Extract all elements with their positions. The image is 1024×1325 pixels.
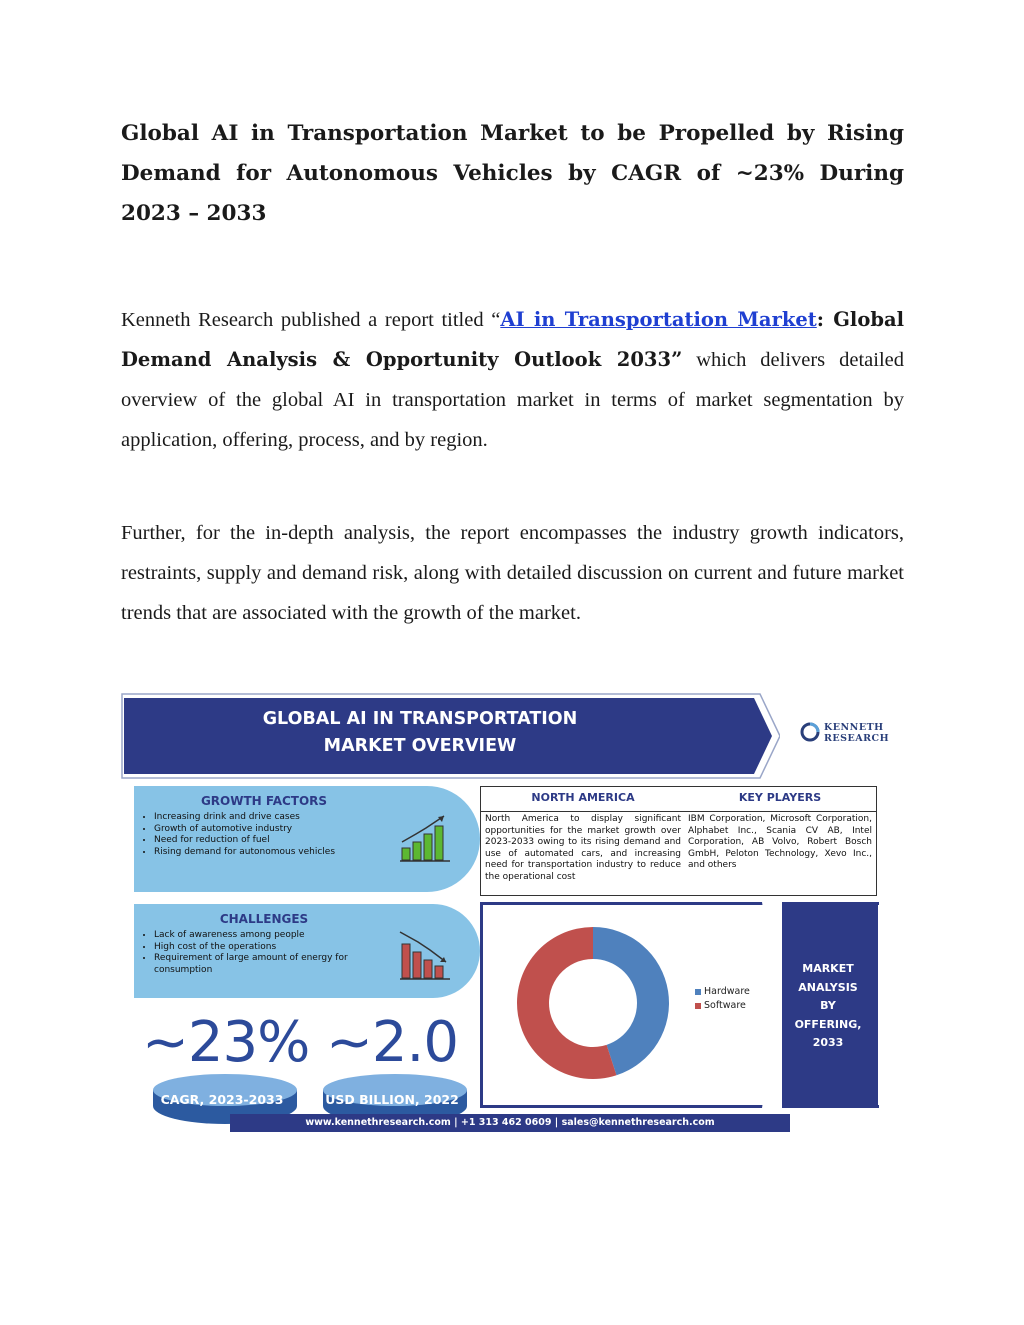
offering-line: BY: [820, 999, 836, 1012]
list-item: • Rising demand for autonomous vehicles: [154, 847, 384, 859]
offering-title: [778, 960, 878, 1053]
legend-swatch-software: [695, 1003, 701, 1009]
analysis-paragraph: Further, for the in-depth analysis, the report encompasses the industry growth indicators, restraints, supply and demand risk, along with detailed discussion on current and future market trends that are associated with the growth of the market.: [121, 522, 904, 624]
list-item: • Need for reduction of fuel: [154, 835, 384, 847]
challenges-title: CHALLENGES: [219, 912, 309, 926]
offering-line: 2033: [812, 1036, 844, 1049]
logo-line1: KENNETH: [824, 722, 884, 733]
key-players-title: KEY PLAYERS: [684, 787, 876, 812]
north-america-text: North America to display significant opportunities for the market growth over 2023-2033 owing to its rising demand and use of automated cars, and increasing need for transportation industry to reduce the operational cost: [485, 814, 681, 882]
cagr-value: ~23%: [142, 1010, 310, 1075]
page-title: Global AI in Transportation Market to be Propelled by Rising Demand for Autonomous Vehicles by CAGR of ~23% During 2023 – 2033: [121, 121, 904, 226]
cagr-label: CAGR, 2023-2033: [160, 1092, 284, 1107]
infographic: [120, 692, 888, 1132]
banner-title: [180, 706, 660, 760]
key-players-box: [684, 786, 877, 896]
legend-label-hardware: Hardware: [704, 986, 750, 997]
challenges-list: [140, 930, 384, 976]
intro-text-end: which delivers detailed overview of the global AI in transportation market in terms of market segmentation by application, offering, process, and by region.: [121, 349, 904, 451]
offering-line: ANALYSIS: [798, 980, 858, 994]
growth-bar-chart-icon: [398, 812, 454, 864]
list-item: • High cost of the operations: [154, 942, 384, 954]
legend-item-hardware: [695, 985, 750, 999]
market-size-value: ~2.0: [326, 1010, 458, 1075]
offering-callout: [778, 902, 878, 1108]
logo-icon: [800, 722, 820, 742]
north-america-box: [480, 786, 686, 896]
north-america-title: NORTH AMERICA: [481, 787, 685, 812]
report-link[interactable]: AI in Transportation Market: [500, 308, 817, 331]
growth-factors-list: [140, 812, 384, 858]
market-size-label: USD BILLION, 2022: [325, 1092, 459, 1107]
key-players-text: IBM Corporation, Microsoft Corporation, Alphabet Inc., Scania CV AB, Intel Corporation, AB Volvo, Robert Bosch GmbH, Peloton Technology, Xevo Inc., and others: [688, 814, 872, 870]
contact-footer: www.kennethresearch.com | +1 313 462 0609 | sales@kennethresearch.com: [230, 1114, 790, 1132]
cagr-stat: [142, 1010, 310, 1130]
growth-factors-panel: [134, 786, 480, 892]
offering-line: OFFERING,: [794, 1017, 862, 1031]
offering-donut-chart: [483, 905, 683, 1101]
decline-bar-chart-icon: [398, 930, 454, 982]
report-subtitle: : Global Demand Analysis & Opportunity Outlook 2033: [121, 308, 904, 371]
legend-label-software: Software: [704, 1000, 746, 1011]
chart-legend: [695, 985, 750, 1013]
list-item: • Requirement of large amount of energy for consumption: [154, 953, 384, 976]
banner-title-line1: GLOBAL AI IN TRANSPORTATION: [262, 709, 578, 729]
offering-line: MARKET: [802, 962, 854, 975]
challenges-panel: [134, 904, 480, 998]
intro-paragraph: [121, 300, 904, 460]
list-item: • Growth of automotive industry: [154, 824, 384, 836]
list-item: • Lack of awareness among people: [154, 930, 384, 942]
legend-swatch-hardware: [695, 989, 701, 995]
banner-title-line2: MARKET OVERVIEW: [323, 736, 517, 756]
legend-item-software: [695, 999, 750, 1013]
growth-factors-title: GROWTH FACTORS: [200, 794, 328, 808]
list-item: • Increasing drink and drive cases: [154, 812, 384, 824]
quote-close: ”: [671, 348, 683, 371]
market-size-stat: [312, 1010, 472, 1130]
logo-line2: RESEARCH: [824, 733, 890, 744]
intro-text-start: Kenneth Research published a report titled “: [121, 309, 501, 331]
infographic-banner: [120, 692, 780, 780]
kenneth-research-logo: [800, 720, 890, 750]
